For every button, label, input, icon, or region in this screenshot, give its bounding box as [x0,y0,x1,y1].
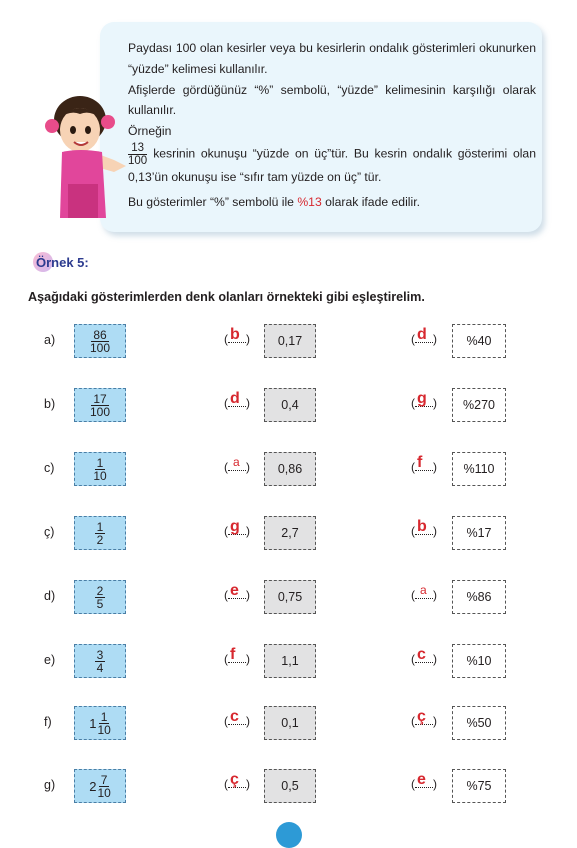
row-label: d) [44,589,56,603]
answer-blank-decimal[interactable]: ( d ) [224,390,250,410]
fraction-box [74,388,126,422]
fraction-box [74,324,126,358]
denominator: 100 [89,404,111,419]
fraction [95,521,106,546]
answer-blank-percent[interactable]: ( ç ) [411,708,437,728]
answer-letter: a [233,455,240,469]
fraction [97,774,110,799]
decimal-box: 0,17 [264,324,316,358]
fraction-box [74,580,126,614]
match-row [0,642,577,682]
decimal-box: 0,5 [264,769,316,803]
decimal-box: 2,7 [264,516,316,550]
numerator: 2 [96,583,104,598]
answer-blank-percent[interactable]: ( f ) [411,454,437,474]
info-line-5: Bu gösterimler “%” sembolü ile %13 olarak ifade edilir. [128,194,420,209]
inline-fraction: $\frac{13}{100}$ [128,141,148,167]
percent-box: %86 [452,580,506,614]
percent-box: %50 [452,706,506,740]
percent-box: %17 [452,516,506,550]
answer-letter: g [230,518,240,535]
percent-box: %270 [452,388,506,422]
fraction-box [74,644,126,678]
match-row [0,767,577,807]
numerator: 17 [93,391,107,406]
percent-box: %40 [452,324,506,358]
answer-blank-decimal[interactable]: ( a ) [224,455,250,474]
fraction-box [74,516,126,550]
percent-box: %10 [452,644,506,678]
row-label: c) [44,461,55,475]
fraction-box [74,452,126,486]
info-text [128,38,536,213]
denominator: 5 [96,596,104,611]
denominator: 4 [96,660,104,675]
answer-letter: ç [417,708,426,725]
decimal-box: 0,75 [264,580,316,614]
decimal-box: 0,4 [264,388,316,422]
answer-letter: f [417,454,423,471]
page-number-dot [276,822,302,848]
answer-letter: c [230,708,239,725]
fraction-box [74,706,126,740]
answer-blank-percent[interactable]: ( b ) [411,518,437,538]
numerator: 7 [100,772,108,787]
percent-box: %75 [452,769,506,803]
numerator: 1 [100,709,108,724]
fraction [90,329,110,354]
girl-illustration [40,88,126,218]
match-row [0,322,577,362]
fraction [95,649,106,674]
fraction [93,457,106,482]
numerator: 1 [96,519,104,534]
info-line-2: Afişlerde gördüğünüz “%” sembolü, “yüzde” kelimesinin karşılığı olarak kullanılır. [128,82,536,118]
answer-letter: f [230,646,236,663]
denominator: 100 [89,340,111,355]
answer-letter: ç [230,771,239,788]
answer-blank-decimal[interactable]: ( ç ) [224,771,250,791]
decimal-box: 1,1 [264,644,316,678]
info-line-1: Paydası 100 olan kesirler veya bu kesirlerin ondalık gösterimleri okunurken “yüzde” kelimesi kullanılır. [128,41,536,76]
answer-letter: d [417,326,427,343]
answer-letter: c [417,646,426,663]
percent-box: %110 [452,452,506,486]
match-row [0,578,577,618]
numerator: 1 [96,455,104,470]
numerator: 3 [96,647,104,662]
fraction-box [74,769,126,803]
denominator: 2 [96,532,104,547]
fraction [95,585,106,610]
denominator: 10 [97,722,111,737]
row-label: g) [44,778,56,792]
match-row [0,450,577,490]
info-line-3: Örneğin [128,124,172,139]
numerator: 86 [93,327,107,342]
match-row [0,514,577,554]
answer-blank-percent[interactable]: ( c ) [411,646,437,666]
fraction [97,711,110,736]
row-label: ç) [44,525,55,539]
answer-letter: e [230,582,239,599]
row-label: b) [44,397,56,411]
row-label: e) [44,653,56,667]
answer-blank-decimal[interactable]: ( g ) [224,518,250,538]
answer-blank-decimal[interactable]: ( c ) [224,708,250,728]
answer-letter: b [230,326,240,343]
answer-letter: g [417,390,427,407]
match-row [0,704,577,744]
denominator: 10 [93,468,107,483]
answer-letter: a [420,583,427,597]
answer-letter: e [417,771,426,788]
whole-part: 2 [89,778,97,794]
answer-letter: d [230,390,240,407]
match-row [0,386,577,426]
answer-letter: b [417,518,427,535]
answer-blank-percent[interactable]: ( d ) [411,326,437,346]
answer-blank-percent[interactable]: ( e ) [411,771,437,791]
whole-part: 1 [89,715,97,731]
denominator: 10 [97,785,111,800]
row-label: f) [44,715,52,729]
answer-blank-decimal[interactable]: ( f ) [224,646,250,666]
decimal-box: 0,86 [264,452,316,486]
answer-blank-decimal[interactable]: ( b ) [224,326,250,346]
answer-blank-percent[interactable]: ( a ) [411,583,437,602]
example-title: Örnek 5: [36,255,89,270]
instruction: Aşağıdaki gösterimlerden denk olanları örnekteki gibi eşleştirelim. [28,290,425,304]
row-label: a) [44,333,56,347]
decimal-box: 0,1 [264,706,316,740]
answer-blank-decimal[interactable]: ( e ) [224,582,250,602]
info-line-4: $\frac{13}{100}$ kesrinin okunuşu “yüzde on üç”tür. Bu kesrin ondalık gösterimi olan 0,13’ün okunuşu ise “sıfır tam yüzde on üç” tür. [128,141,536,184]
fraction [90,393,110,418]
answer-blank-percent[interactable]: ( g ) [411,390,437,410]
